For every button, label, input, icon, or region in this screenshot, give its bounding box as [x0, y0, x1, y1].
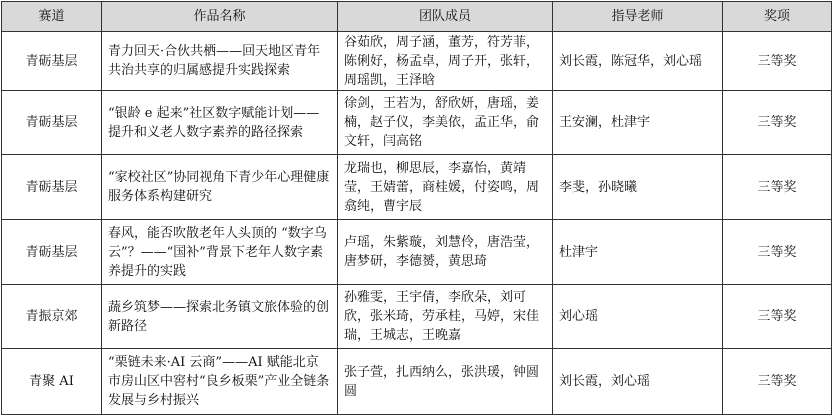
table-row — [2, 32, 832, 91]
header-award: 奖项 — [723, 2, 832, 32]
cell-title: “栗链未来·AI 云商”——AI 赋能北京市房山区中窖村“良乡板栗”产业全链条发展与乡村振兴 — [102, 349, 338, 415]
cell-members: 谷茹欣，周子涵，董芳，符芳菲，陈俐好，杨孟卓，周子开，张轩，周瑶凯，王泽晗 — [338, 32, 553, 91]
cell-title: 青力回天·合伙共栖——回天地区青年共治共享的归属感提升实践探索 — [102, 32, 338, 91]
cell-advisors: 刘心瑶 — [553, 285, 723, 349]
header-advisors: 指导老师 — [553, 2, 723, 32]
cell-track: 青砺基层 — [2, 32, 102, 91]
header-title: 作品名称 — [102, 2, 338, 32]
cell-award: 三等奖 — [723, 349, 832, 415]
cell-track: 青砺基层 — [2, 91, 102, 155]
table-row — [2, 220, 832, 285]
cell-members: 张子萱，扎西纳么，张洪瑗，钟圆圆 — [338, 349, 553, 415]
cell-track: 青振京郊 — [2, 285, 102, 349]
cell-title: 蔬乡筑梦——探索北务镇文旅体验的创新路径 — [102, 285, 338, 349]
awards-table — [1, 1, 832, 415]
cell-advisors: 李斐，孙晓曦 — [553, 155, 723, 220]
cell-title: “家校社区”协同视角下青少年心理健康服务体系构建研究 — [102, 155, 338, 220]
cell-track: 青砺基层 — [2, 220, 102, 285]
cell-award: 三等奖 — [723, 155, 832, 220]
cell-award: 三等奖 — [723, 220, 832, 285]
table-row — [2, 91, 832, 155]
cell-members: 徐剑，王若为，舒欣妍，唐瑶，姜楠，赵子仪，李美依，孟正华，俞文轩，闫高铭 — [338, 91, 553, 155]
table-row — [2, 285, 832, 349]
cell-advisors: 王安澜，杜津宇 — [553, 91, 723, 155]
cell-title: “银龄 e 起来”社区数字赋能计划——提升和义老人数字素养的路径探索 — [102, 91, 338, 155]
cell-award: 三等奖 — [723, 91, 832, 155]
cell-members: 孙雅雯，王宇倩，李欣朵，刘可欣，张米琦，劳承桂，马婷，宋佳瑞，王城志，王晚嘉 — [338, 285, 553, 349]
cell-advisors: 杜津宇 — [553, 220, 723, 285]
cell-track: 青砺基层 — [2, 155, 102, 220]
cell-advisors: 刘长霞，刘心瑶 — [553, 349, 723, 415]
table-row — [2, 155, 832, 220]
table-header-row — [2, 2, 832, 32]
table-row — [2, 349, 832, 415]
header-track: 赛道 — [2, 2, 102, 32]
cell-advisors: 刘长霞，陈冠华，刘心瑶 — [553, 32, 723, 91]
cell-members: 卢瑶，朱紫璇，刘慧伶，唐浩莹，唐梦研，李德赟，黄思琦 — [338, 220, 553, 285]
cell-title: 春风，能否吹散老年人头顶的 “数字乌云”？——“国补”背景下老年人数字素养提升的实践 — [102, 220, 338, 285]
cell-members: 龙瑞也，柳思辰，李嘉怡，黄靖莹，王婧蕾，商桂媛，付姿鸣，周翕纯，曹宇辰 — [338, 155, 553, 220]
cell-award: 三等奖 — [723, 32, 832, 91]
header-members: 团队成员 — [338, 2, 553, 32]
cell-track: 青聚 AI — [2, 349, 102, 415]
cell-award: 三等奖 — [723, 285, 832, 349]
